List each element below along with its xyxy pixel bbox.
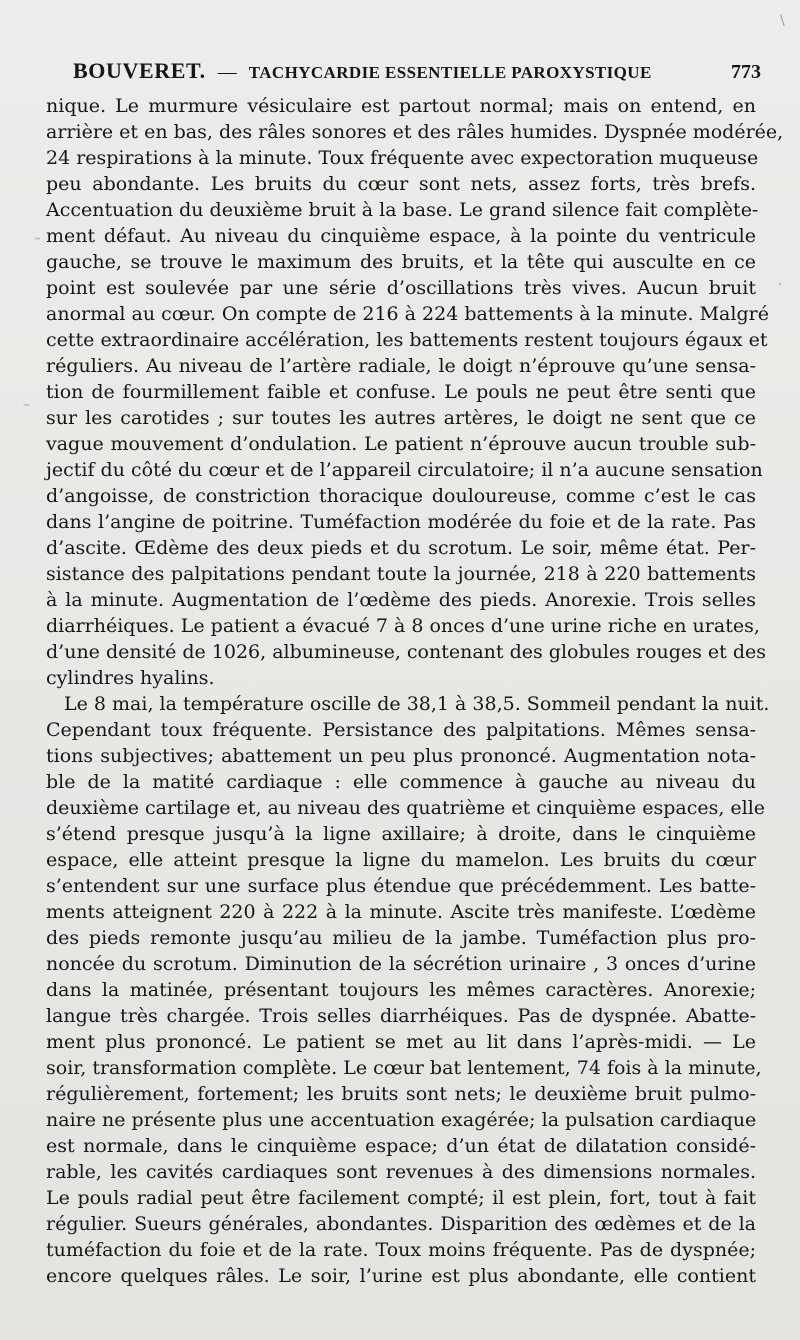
text-line: d’ascite. Œdème des deux pieds et du scrotum. Le soir, même état. Per- — [46, 537, 756, 559]
running-head — [73, 58, 761, 88]
text-line: jectif du côté du cœur et de l’appareil circulatoire; il n’a aucune sensation — [46, 459, 763, 481]
text-line: gauche, se trouve le maximum des bruits, et la tête qui ausculte en ce — [46, 251, 756, 273]
text-line: Le 8 mai, la température oscille de 38,1 à 38,5. Sommeil pendant la nuit. — [64, 693, 770, 715]
text-line: Accentuation du deuxième bruit à la base. Le grand silence fait complète- — [46, 199, 759, 221]
text-line: Le pouls radial peut être facilement compté; il est plein, fort, tout à fait — [46, 1187, 756, 1209]
text-line: deuxième cartilage et, au niveau des quatrième et cinquième espaces, elle — [46, 797, 766, 819]
margin-mark: – — [23, 397, 30, 413]
margin-mark: \ — [780, 13, 785, 29]
text-line: noncée du scrotum. Diminution de la sécrétion urinaire , 3 onces d’urine — [46, 953, 756, 975]
running-head-author: BOUVERET. — [73, 58, 206, 83]
text-line: langue très chargée. Trois selles diarrhéiques. Pas de dyspnée. Abatte- — [46, 1005, 756, 1027]
text-line: arrière et en bas, des râles sonores et des râles humides. Dyspnée modérée, — [46, 121, 784, 143]
text-line: encore quelques râles. Le soir, l’urine est plus abondante, elle contient — [46, 1265, 756, 1287]
text-line: régulier. Sueurs générales, abondantes. Disparition des œdèmes et de la — [46, 1213, 756, 1235]
text-line: rable, les cavités cardiaques sont revenues à des dimensions normales. — [46, 1161, 756, 1183]
text-line: sistance des palpitations pendant toute la journée, 218 à 220 battements — [46, 563, 756, 585]
text-line: nique. Le murmure vésiculaire est partout normal; mais on entend, en — [46, 95, 756, 117]
text-line: est normale, dans le cinquième espace; d’un état de dilatation considé- — [46, 1135, 756, 1157]
text-line: tuméfaction du foie et de la rate. Toux moins fréquente. Pas de dyspnée; — [46, 1239, 756, 1261]
text-line: soir, transformation complète. Le cœur bat lentement, 74 fois à la minute, — [46, 1057, 762, 1079]
text-line: à la minute. Augmentation de l’œdème des pieds. Anorexie. Trois selles — [46, 589, 756, 611]
text-line: sur les carotides ; sur toutes les autres artères, le doigt ne sent que ce — [46, 407, 756, 429]
running-head-separator: — — [217, 62, 237, 83]
text-line: vague mouvement d’ondulation. Le patient n’éprouve aucun trouble sub- — [46, 433, 756, 455]
text-line: anormal au cœur. On compte de 216 à 224 battements à la minute. Malgré — [46, 303, 769, 325]
text-line: tion de fourmillement faible et confuse. Le pouls ne peut être senti que — [46, 381, 756, 403]
text-line: dans l’angine de poitrine. Tuméfaction modérée du foie et de la rate. Pas — [46, 511, 756, 533]
text-line: s’entendent sur une surface plus étendue que précédemment. Les batte- — [46, 875, 756, 897]
text-line: ment défaut. Au niveau du cinquième espace, à la pointe du ventricule — [46, 225, 756, 247]
text-line: point est soulevée par une série d’oscillations très vives. Aucun bruit — [46, 277, 756, 299]
text-line: espace, elle atteint presque la ligne du mamelon. Les bruits du cœur — [46, 849, 756, 871]
text-line: 24 respirations à la minute. Toux fréquente avec expectoration muqueuse — [46, 147, 759, 169]
text-line: d’une densité de 1026, albumineuse, contenant des globules rouges et des — [46, 641, 767, 663]
text-line: réguliers. Au niveau de l’artère radiale, le doigt n’éprouve qu’une sensa- — [46, 355, 756, 377]
text-line: ments atteignent 220 à 222 à la minute. Ascite très manifeste. L’œdème — [46, 901, 756, 923]
text-line: cette extraordinaire accélération, les battements restent toujours égaux et — [46, 329, 768, 351]
text-line: d’angoisse, de constriction thoracique douloureuse, comme c’est le cas — [46, 485, 756, 507]
text-line: s’étend presque jusqu’à la ligne axillaire; à droite, dans le cinquième — [46, 823, 756, 845]
text-line: tions subjectives; abattement un peu plus prononcé. Augmentation nota- — [46, 745, 756, 767]
page-number: 773 — [731, 61, 761, 83]
running-head-title: TACHYCARDIE ESSENTIELLE PAROXYSTIQUE — [248, 63, 652, 82]
text-line: régulièrement, fortement; les bruits sont nets; le deuxième bruit pulmo- — [46, 1083, 756, 1105]
text-line: Cependant toux fréquente. Persistance des palpitations. Mêmes sensa- — [46, 719, 756, 741]
text-line: diarrhéiques. Le patient a évacué 7 à 8 onces d’une urine riche en urates, — [46, 615, 760, 637]
body-text — [46, 93, 784, 1289]
text-line: ble de la matité cardiaque : elle commence à gauche au niveau du — [46, 771, 756, 793]
text-line: dans la matinée, présentant toujours les mêmes caractères. Anorexie; — [46, 979, 756, 1001]
text-line: ment plus prononcé. Le patient se met au lit dans l’après-midi. — Le — [46, 1031, 756, 1053]
margin-mark: ˷ — [34, 225, 41, 241]
text-line: naire ne présente plus une accentuation exagérée; la pulsation cardiaque — [46, 1109, 757, 1131]
text-line: peu abondante. Les bruits du cœur sont nets, assez forts, très brefs. — [46, 173, 756, 195]
text-line: des pieds remonte jusqu’au milieu de la jambe. Tuméfaction plus pro- — [46, 927, 756, 949]
text-line: cylindres hyalins. — [46, 667, 215, 689]
margin-mark: · — [778, 277, 783, 293]
